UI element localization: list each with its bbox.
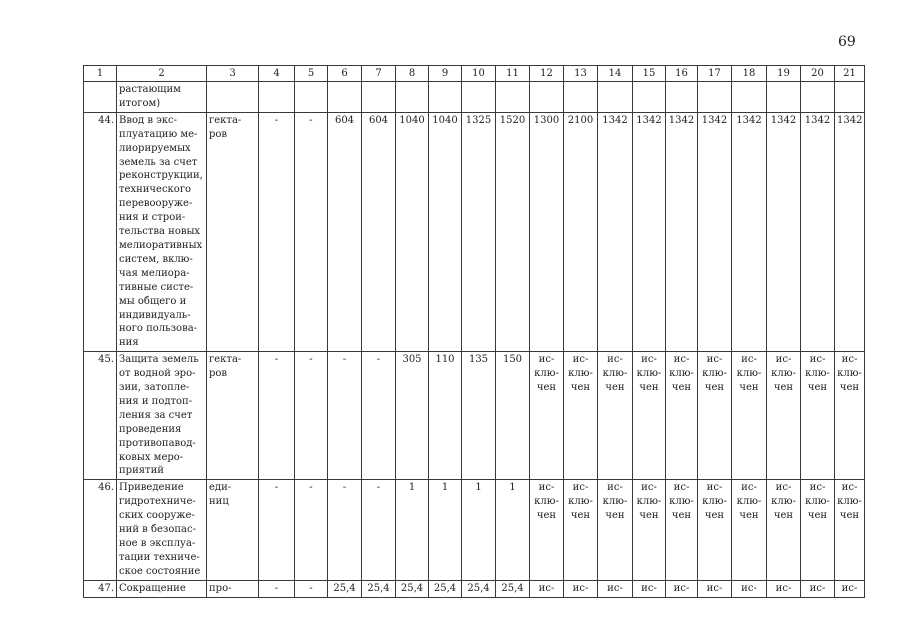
value-cell: -: [259, 112, 295, 351]
value-cell: ис-: [732, 580, 767, 597]
value-cell: -: [362, 352, 396, 480]
value-cell: 1342: [698, 112, 732, 351]
column-header: 16: [666, 66, 698, 82]
value-cell: 150: [496, 352, 530, 480]
empty-cell: [362, 82, 396, 113]
column-header: 17: [698, 66, 732, 82]
value-cell: ис- клю- чен: [564, 352, 598, 480]
column-header: 13: [564, 66, 598, 82]
empty-cell: [835, 82, 865, 113]
value-cell: ис- клю- чен: [530, 480, 564, 580]
column-header: 3: [207, 66, 259, 82]
indicator-name: Ввод в экс- плуатацию ме- лиорируемых земель за счет реконструкции, технического перевооруже- ния и строи- тельства новых мелиоративных систем, вклю- чая мелиора- тивные систе- мы общего и индивидуаль- ного пользова- ния: [117, 112, 207, 351]
value-cell: ис- клю- чен: [698, 480, 732, 580]
value-cell: -: [295, 352, 328, 480]
value-cell: -: [259, 352, 295, 480]
value-cell: 25,4: [462, 580, 496, 597]
value-cell: 2100: [564, 112, 598, 351]
indicator-name: Сокращение: [117, 580, 207, 597]
value-cell: ис- клю- чен: [698, 352, 732, 480]
table-row: [84, 112, 865, 351]
value-cell: 135: [462, 352, 496, 480]
value-cell: ис- клю- чен: [732, 480, 767, 580]
value-cell: 1040: [429, 112, 462, 351]
column-header: 18: [732, 66, 767, 82]
value-cell: -: [259, 580, 295, 597]
value-cell: -: [295, 112, 328, 351]
table-row: [84, 480, 865, 580]
empty-cell: [462, 82, 496, 113]
value-cell: 1342: [633, 112, 666, 351]
empty-cell: [598, 82, 633, 113]
column-header: 21: [835, 66, 865, 82]
value-cell: 1342: [835, 112, 865, 351]
empty-cell: [633, 82, 666, 113]
value-cell: ис-: [564, 580, 598, 597]
value-cell: 1342: [732, 112, 767, 351]
value-cell: ис- клю- чен: [564, 480, 598, 580]
column-header: 20: [801, 66, 835, 82]
column-header: 2: [117, 66, 207, 82]
column-header: 19: [767, 66, 801, 82]
indicator-name: Приведение гидротехниче- ских сооруже- ний в безопас- ное в эксплуа- тации техниче- ское состояние: [117, 480, 207, 580]
indicator-name: растающим итогом): [117, 82, 207, 113]
row-number: [84, 82, 117, 113]
row-number: 45.: [84, 352, 117, 480]
value-cell: 25,4: [396, 580, 429, 597]
header-row: [84, 66, 865, 82]
value-cell: 1: [496, 480, 530, 580]
empty-cell: [429, 82, 462, 113]
unit: гекта- ров: [207, 352, 259, 480]
value-cell: -: [362, 480, 396, 580]
table-row: [84, 352, 865, 480]
value-cell: ис- клю- чен: [835, 480, 865, 580]
row-number: 47.: [84, 580, 117, 597]
value-cell: ис- клю- чен: [732, 352, 767, 480]
column-header: 4: [259, 66, 295, 82]
column-header: 7: [362, 66, 396, 82]
value-cell: -: [259, 480, 295, 580]
value-cell: 1300: [530, 112, 564, 351]
value-cell: ис- клю- чен: [633, 480, 666, 580]
value-cell: ис- клю- чен: [633, 352, 666, 480]
empty-cell: [328, 82, 362, 113]
value-cell: ис- клю- чен: [801, 480, 835, 580]
value-cell: 25,4: [429, 580, 462, 597]
value-cell: 604: [328, 112, 362, 351]
value-cell: ис- клю- чен: [835, 352, 865, 480]
value-cell: ис- клю- чен: [666, 352, 698, 480]
value-cell: 1342: [666, 112, 698, 351]
value-cell: 1520: [496, 112, 530, 351]
column-header: 9: [429, 66, 462, 82]
table-row: [84, 580, 865, 597]
empty-cell: [767, 82, 801, 113]
value-cell: 604: [362, 112, 396, 351]
value-cell: ис- клю- чен: [767, 352, 801, 480]
value-cell: ис-: [835, 580, 865, 597]
value-cell: ис- клю- чен: [598, 480, 633, 580]
value-cell: 25,4: [496, 580, 530, 597]
data-table: [83, 65, 865, 598]
value-cell: -: [328, 352, 362, 480]
value-cell: 1342: [598, 112, 633, 351]
empty-cell: [732, 82, 767, 113]
column-header: 11: [496, 66, 530, 82]
column-header: 14: [598, 66, 633, 82]
value-cell: ис-: [530, 580, 564, 597]
continuation-row: [84, 82, 865, 113]
value-cell: ис- клю- чен: [801, 352, 835, 480]
value-cell: 25,4: [328, 580, 362, 597]
empty-cell: [295, 82, 328, 113]
value-cell: 1325: [462, 112, 496, 351]
value-cell: ис- клю- чен: [767, 480, 801, 580]
value-cell: ис-: [767, 580, 801, 597]
empty-cell: [530, 82, 564, 113]
value-cell: ис-: [666, 580, 698, 597]
value-cell: 1040: [396, 112, 429, 351]
unit: про-: [207, 580, 259, 597]
column-header: 1: [84, 66, 117, 82]
empty-cell: [396, 82, 429, 113]
empty-cell: [496, 82, 530, 113]
empty-cell: [564, 82, 598, 113]
value-cell: 1: [462, 480, 496, 580]
column-header: 6: [328, 66, 362, 82]
empty-cell: [666, 82, 698, 113]
indicator-name: Защита земель от водной эро- зии, затопле- ния и подтоп- ления за счет проведения противопавод- ковых меро- приятий: [117, 352, 207, 480]
column-header: 5: [295, 66, 328, 82]
value-cell: 110: [429, 352, 462, 480]
column-header: 15: [633, 66, 666, 82]
value-cell: ис-: [801, 580, 835, 597]
value-cell: ис-: [698, 580, 732, 597]
value-cell: -: [328, 480, 362, 580]
value-cell: ис- клю- чен: [598, 352, 633, 480]
value-cell: 1: [396, 480, 429, 580]
value-cell: 1342: [767, 112, 801, 351]
unit: еди- ниц: [207, 480, 259, 580]
value-cell: 25,4: [362, 580, 396, 597]
row-number: 44.: [84, 112, 117, 351]
empty-cell: [259, 82, 295, 113]
column-header: 12: [530, 66, 564, 82]
value-cell: ис- клю- чен: [530, 352, 564, 480]
value-cell: -: [295, 580, 328, 597]
value-cell: ис-: [633, 580, 666, 597]
unit: гекта- ров: [207, 112, 259, 351]
value-cell: 1: [429, 480, 462, 580]
value-cell: 1342: [801, 112, 835, 351]
value-cell: ис- клю- чен: [666, 480, 698, 580]
column-header: 8: [396, 66, 429, 82]
empty-cell: [698, 82, 732, 113]
unit: [207, 82, 259, 113]
value-cell: 305: [396, 352, 429, 480]
value-cell: -: [295, 480, 328, 580]
value-cell: ис-: [598, 580, 633, 597]
empty-cell: [801, 82, 835, 113]
page-number: 69: [838, 34, 856, 50]
column-header: 10: [462, 66, 496, 82]
row-number: 46.: [84, 480, 117, 580]
